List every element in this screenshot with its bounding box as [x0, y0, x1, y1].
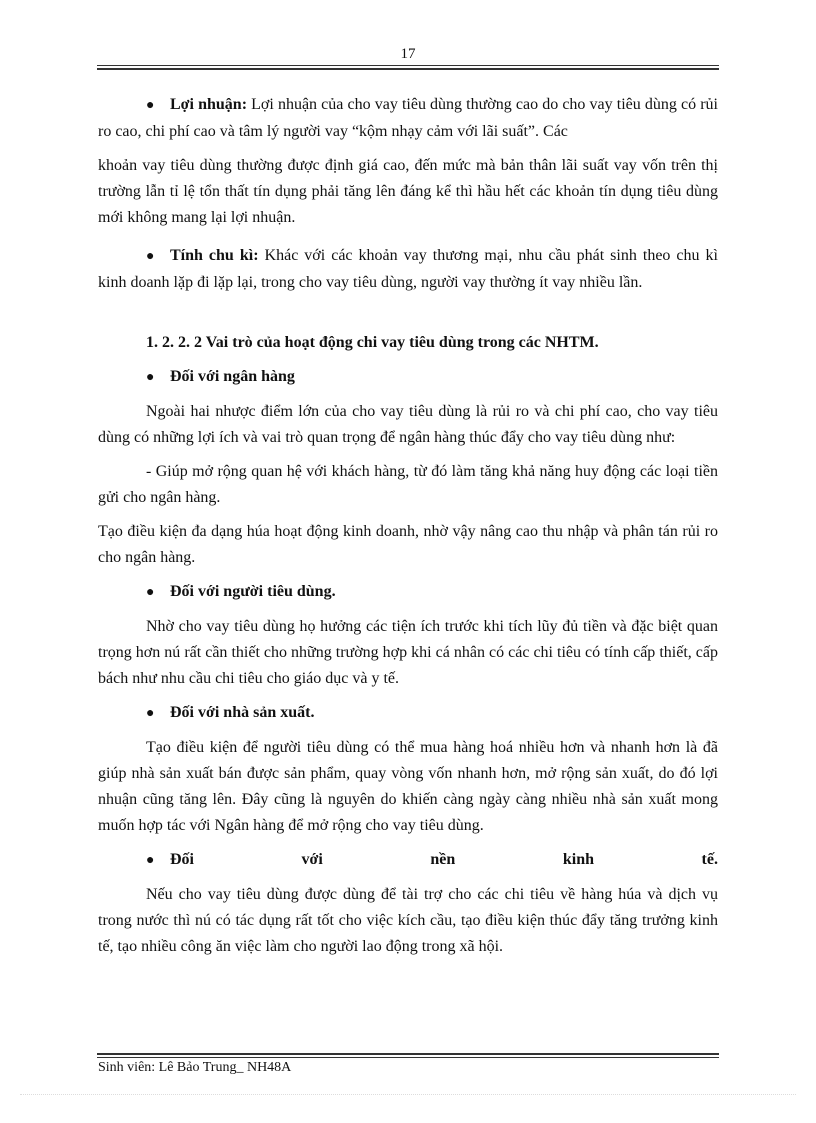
bullet-heading-label: Đối với nhà sản xuất. [170, 704, 315, 721]
bullet-heading-nha-san-xuat [98, 700, 718, 727]
list-item: - Giúp mở rộng quan hệ với khách hàng, từ đó làm tăng khả năng huy động các loại tiền gửi cho ngân hàng. [98, 463, 718, 506]
paragraph-text: Khác với các khoản vay thương mại, nhu cầu phát sinh theo chu kì kinh doanh lặp đi lặp lại, trong cho vay tiêu dùng, người vay thường ít vay nhiều lần. [98, 247, 718, 291]
bullet-icon: ● [146, 585, 155, 600]
paragraph-ngan-hang: Ngoài hai nhược điểm lớn của cho vay tiêu dùng là rủi ro và chi phí cao, cho vay tiêu dùng có những lợi ích và vai trò quan trọng để ngân hàng thúc đẩy cho vay tiêu dùng như: [98, 403, 718, 446]
paragraph-loi-nhuan [98, 92, 718, 145]
bullet-icon: ● [146, 853, 155, 868]
heading-word: tế. [701, 851, 718, 868]
bullet-icon: ● [146, 370, 155, 385]
footer-rule-thick [97, 1053, 719, 1055]
footer-rule-thin [97, 1057, 719, 1058]
page-number: 17 [400, 46, 416, 62]
bullet-heading-label: Đối với ngân hàng [170, 368, 295, 385]
paragraph-label: Lợi nhuận: [170, 96, 248, 113]
heading-word: nền [430, 851, 456, 868]
bullet-heading-nen-kinh-te [98, 847, 718, 874]
paragraph-text: Lợi nhuận của cho vay tiêu dùng thường cao do cho vay tiêu dùng có rủi ro cao, chi phí cao và tâm lý người vay “kộm nhạy cảm với lãi suất”. Các [98, 96, 719, 140]
paragraph-nguoi-tieu-dung: Nhờ cho vay tiêu dùng họ hưởng các tiện ích trước khi tích lũy đủ tiền và đặc biệt quan trọng hơn nú rất cần thiết cho những trường hợp khi cá nhân có các chi tiêu có tính cấp thiết, cấp bách như nhu cầu chi tiêu cho giáo dục và y tế. [98, 618, 718, 687]
heading-word: với [301, 851, 323, 868]
document-body [98, 92, 718, 960]
heading-word: kinh [562, 851, 594, 868]
bullet-icon: ● [146, 706, 155, 721]
footer-student: Sinh viên: Lê Bảo Trung_ NH48A [98, 1060, 292, 1075]
bullet-heading-ngan-hang [98, 364, 718, 391]
bullet-heading-label: Đối với người tiêu dùng. [170, 583, 336, 600]
paragraph-nen-kinh-te: Nếu cho vay tiêu dùng được dùng để tài trợ cho các chi tiêu về hàng húa và dịch vụ trong nước thì nú có tác dụng rất tốt cho việc kích cầu, tạo điều kiện thúc đẩy tăng trưởng kinh tế, tạo nhiều công ăn việc làm cho người lao động trong xã hội. [98, 886, 718, 955]
section-heading: 1. 2. 2. 2 Vai trò của hoạt động chi vay tiêu dùng trong các NHTM. [146, 334, 599, 351]
paragraph-nha-san-xuat: Tạo điều kiện để người tiêu dùng có thể mua hàng hoá nhiều hơn và nhanh hơn là đã giúp nhà sản xuất bán được sản phẩm, quay vòng vốn nhanh hơn, mở rộng sản xuất, do đó lợi nhuận cũng tăng lên. Đây cũng là nguyên do khiến càng ngày càng nhiều nhà sản xuất mong muốn hợp tác với Ngân hàng để mở rộng cho vay tiêu dùng. [98, 739, 718, 834]
paragraph-tinh-chu-ki [98, 243, 718, 296]
heading-word: Đối [170, 851, 194, 868]
page-edge-divider [20, 1094, 796, 1095]
list-item: Tạo điều kiện đa dạng húa hoạt động kinh doanh, nhờ vậy nâng cao thu nhập và phân tán rủi ro cho ngân hàng. [98, 523, 718, 566]
header-rule-thin [97, 65, 719, 66]
bullet-icon: ● [146, 249, 155, 264]
header-rule-thick [97, 68, 719, 70]
bullet-icon: ● [146, 98, 155, 113]
paragraph-label: Tính chu kì: [170, 247, 259, 264]
bullet-heading-nguoi-tieu-dung [98, 579, 718, 606]
paragraph-loi-nhuan-continued: khoản vay tiêu dùng thường được định giá cao, đến mức mà bản thân lãi suất vay vốn trên thị trường lẫn tỉ lệ tổn thất tín dụng phải tăng lên đáng kể thì hầu hết các khoản tín dụng tiêu dùng mới không mang lại lợi nhuận. [98, 157, 718, 226]
